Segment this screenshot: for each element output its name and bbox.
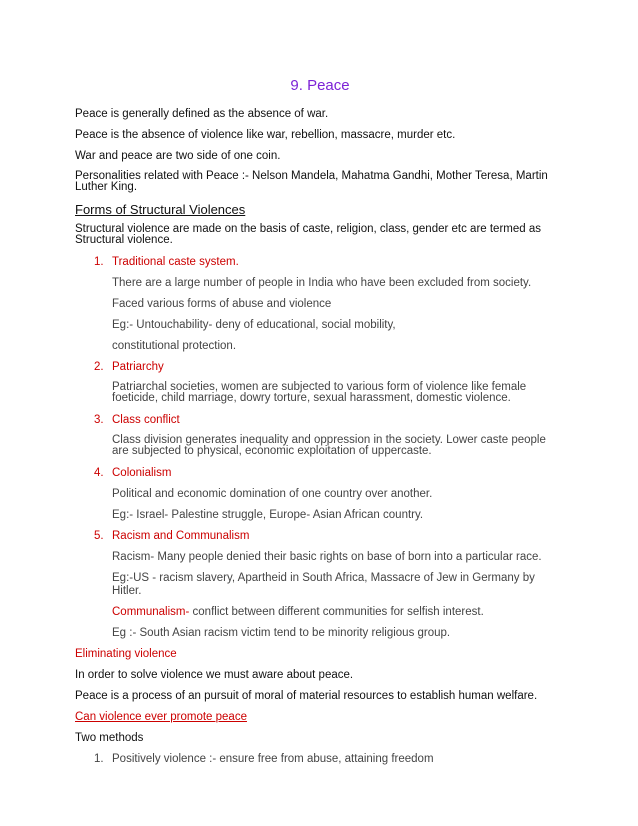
list-item <box>75 530 565 640</box>
item-number: 1. <box>94 256 104 268</box>
intro-line-3: War and peace are two side of one coin. <box>75 150 281 162</box>
page-title: 9. Peace <box>290 77 350 94</box>
list-item <box>75 256 565 353</box>
item-number: 5. <box>94 530 104 542</box>
item-number: 1. <box>94 753 104 765</box>
item-title-text: Traditional caste system. <box>112 256 239 268</box>
item-line: constitutional protection. <box>112 340 237 352</box>
item-line: Eg:-US - racism slavery, Apartheid in South Africa, Massacre of Jew in Germany by Hitler. <box>112 572 535 597</box>
item-line: There are a large number of people in India who have been excluded from society. <box>112 277 532 289</box>
eliminating-line-2: Peace is a process of an pursuit of moral of material resources to establish human welfare. <box>75 690 538 702</box>
communalism-label: Communalism- <box>112 606 190 618</box>
communalism-text: conflict between different communities for selfish interest. <box>189 606 484 618</box>
list-item <box>75 467 565 522</box>
item-title-text: Racism and Communalism <box>112 530 250 542</box>
item-title <box>75 361 565 374</box>
item-line: Racism- Many people denied their basic rights on base of born into a particular race. <box>112 551 542 563</box>
document-page <box>75 78 565 766</box>
item-line: Faced various forms of abuse and violence <box>112 298 332 310</box>
list-item <box>75 414 565 456</box>
eliminating-line-1: In order to solve violence we must aware about peace. <box>75 669 354 681</box>
promote-subheading: Two methods <box>75 732 144 744</box>
item-line: Eg :- South Asian racism victim tend to be minority religious group. <box>112 627 451 639</box>
item-line: Class division generates inequality and oppression in the society. Lower caste people are subjected to physical, economic exploitation of uppercaste. <box>112 434 546 457</box>
item-title <box>75 414 565 427</box>
section-heading-promote: Can violence ever promote peace <box>75 711 247 723</box>
structural-description: Structural violence are made on the basis of caste, religion, class, gender etc are termed as Structural violence. <box>75 223 541 246</box>
intro-line-4: Personalities related with Peace :- Nelson Mandela, Mahatma Gandhi, Mother Teresa, Martin Luther King. <box>75 170 548 193</box>
item-title <box>75 530 565 543</box>
item-number: 4. <box>94 467 104 479</box>
item-title <box>75 256 565 269</box>
item-title <box>75 467 565 480</box>
section-heading-structural: Forms of Structural Violences <box>75 202 246 217</box>
list-item <box>75 753 565 766</box>
communalism-line <box>75 606 565 619</box>
item-text: Positively violence :- ensure free from abuse, attaining freedom <box>112 753 434 765</box>
intro-line-2: Peace is the absence of violence like war, rebellion, massacre, murder etc. <box>75 129 456 141</box>
item-number: 3. <box>94 414 104 426</box>
item-line: Patriarchal societies, women are subjected to various form of violence like female foeticide, child marriage, dowry torture, sexual harassment, domestic violence. <box>112 381 527 404</box>
item-title-text: Patriarchy <box>112 361 164 373</box>
item-title-text: Colonialism <box>112 467 172 479</box>
item-line: Political and economic domination of one country over another. <box>112 488 433 500</box>
item-number: 2. <box>94 361 104 373</box>
item-line: Eg:- Untouchability- deny of educational, social mobility, <box>112 319 396 331</box>
list-item <box>75 361 565 403</box>
intro-line-1: Peace is generally defined as the absence of war. <box>75 108 329 120</box>
section-heading-eliminating: Eliminating violence <box>75 648 177 660</box>
item-line: Eg:- Israel- Palestine struggle, Europe- Asian African country. <box>112 509 424 521</box>
item-title-text: Class conflict <box>112 414 180 426</box>
structural-list <box>75 256 565 640</box>
